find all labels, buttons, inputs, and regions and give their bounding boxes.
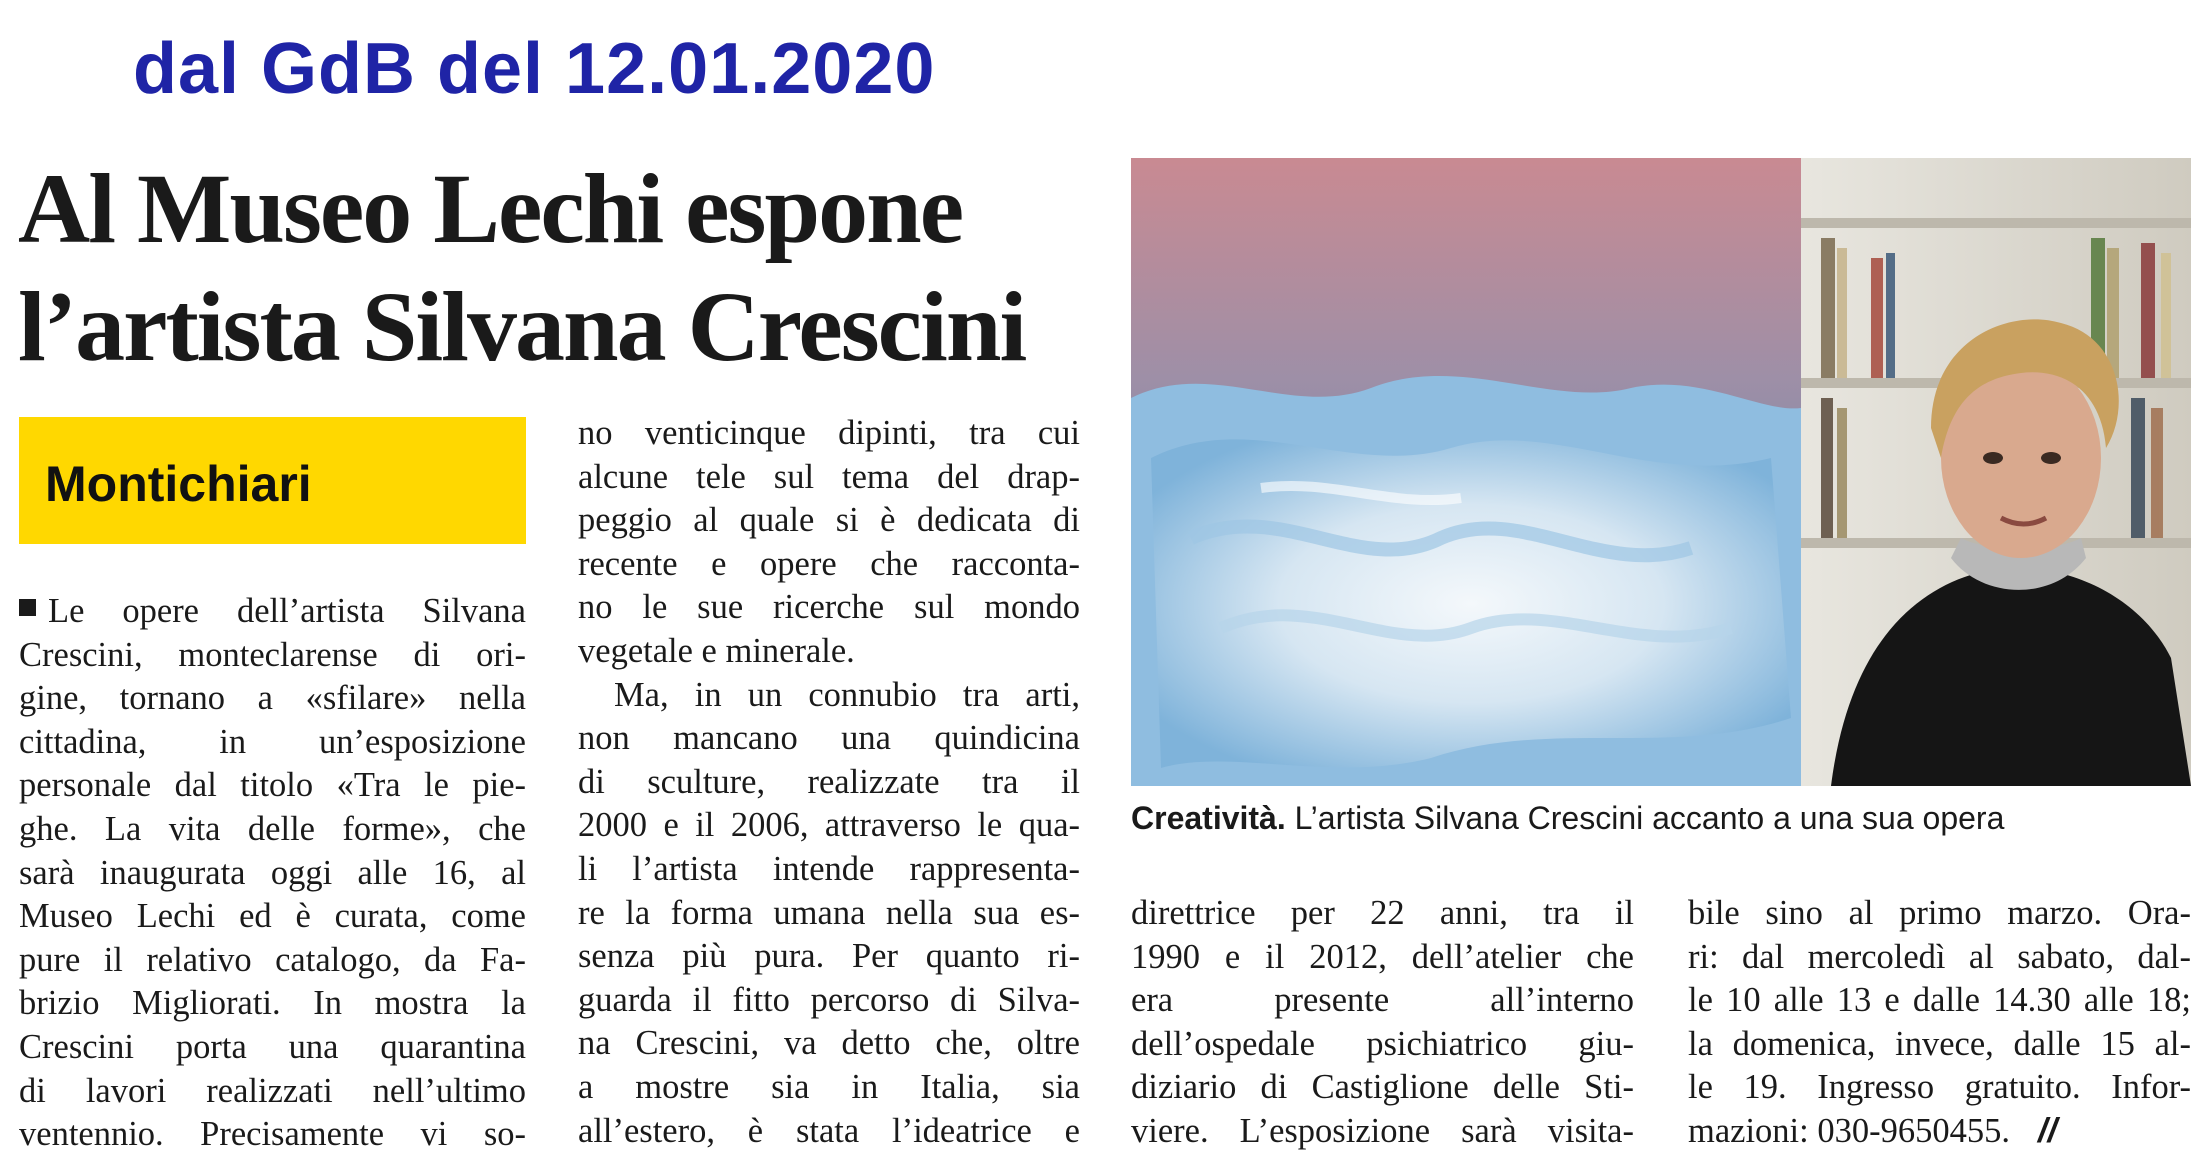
text-line: sarà inaugurata oggi alle 16, al	[19, 853, 526, 892]
text-line: 2000 e il 2006, attraverso le qua-	[578, 806, 1080, 845]
bullet-square-icon	[19, 599, 36, 616]
headline	[18, 150, 1118, 386]
text-line: li l’artista intende rappresenta-	[578, 849, 1080, 888]
text-line: all’estero, è stata l’ideatrice e	[578, 1111, 1080, 1150]
photo-artist-with-painting	[1131, 158, 2191, 786]
text-line: no le sue ricerche sul mondo	[578, 588, 1080, 627]
text-line: le 19. Ingresso gratuito. Infor-	[1688, 1068, 2191, 1107]
text-line: era presente all’interno	[1131, 981, 1634, 1020]
end-mark: //	[2038, 1112, 2058, 1150]
text-line: Museo Lechi ed è curata, come	[19, 897, 526, 936]
text-line: cittadina, in un’esposizione	[19, 722, 526, 761]
headline-line-1: Al Museo Lechi espone	[18, 153, 963, 264]
text-line: mazioni: 030-9650455.	[1688, 1111, 2010, 1150]
text-line: a mostre sia in Italia, sia	[578, 1067, 1080, 1106]
article-column-4	[1688, 892, 2191, 1154]
text-line: diziario di Castiglione delle Sti-	[1131, 1068, 1634, 1107]
headline-line-2: l’artista Silvana Crescini	[18, 271, 1026, 382]
photo-caption	[1131, 800, 2004, 837]
text-line-content: Le opere dell’artista Silvana	[48, 592, 526, 630]
text-line: recente e opere che racconta-	[578, 544, 1080, 583]
text-line: gine, tornano a «sfilare» nella	[19, 679, 526, 718]
text-line: ghe. La vita delle forme», che	[19, 809, 526, 848]
article-column-2	[578, 412, 1080, 1153]
kicker-box	[19, 417, 526, 544]
text-line: brizio Migliorati. In mostra la	[19, 984, 526, 1023]
article-column-1	[19, 590, 526, 1157]
text-line: la domenica, invece, dalle 15 al-	[1688, 1024, 2191, 1063]
text-line: na Crescini, va detto che, oltre	[578, 1024, 1080, 1063]
text-line: 1990 e il 2012, dell’atelier che	[1131, 937, 1634, 976]
text-line: senza più pura. Per quanto ri-	[578, 937, 1080, 976]
text-line: le 10 alle 13 e dalle 14.30 alle 18;	[1688, 981, 2191, 1020]
text-line: alcune tele sul tema del drap-	[578, 457, 1080, 496]
text-line: non mancano una quindicina	[578, 719, 1080, 758]
text-line: direttrice per 22 anni, tra il	[1131, 894, 1634, 932]
text-line: ri: dal mercoledì al sabato, dal-	[1688, 937, 2191, 976]
text-line: ventennio. Precisamente vi so-	[19, 1115, 526, 1154]
text-line: no venticinque dipinti, tra cui	[578, 414, 1080, 452]
text-line: Ma, in un connubio tra arti,	[614, 675, 1080, 714]
text-line: Crescini, monteclarense di ori-	[19, 635, 526, 674]
text-line	[19, 590, 526, 634]
text-line: peggio al quale si è dedicata di	[578, 501, 1080, 540]
text-line: di lavori realizzati nell’ultimo	[19, 1071, 526, 1110]
article-column-3	[1131, 892, 1634, 1154]
caption-lead: Creatività.	[1131, 800, 1286, 836]
kicker-label: Montichiari	[45, 456, 312, 512]
text-line: bile sino al primo marzo. Ora-	[1688, 894, 2191, 932]
text-line: dell’ospedale psichiatrico giu-	[1131, 1024, 1634, 1063]
text-line: vegetale e minerale.	[578, 631, 855, 670]
text-line: personale dal titolo «Tra le pie-	[19, 766, 526, 805]
text-line: viere. L’esposizione sarà visita-	[1131, 1111, 1634, 1150]
caption-text: L’artista Silvana Crescini accanto a una sua opera	[1285, 800, 2005, 836]
text-line: guarda il fitto percorso di Silva-	[578, 980, 1080, 1019]
article-photo	[1131, 158, 2191, 786]
text-line: di sculture, realizzate tra il	[578, 762, 1080, 801]
text-line: pure il relativo catalogo, da Fa-	[19, 940, 526, 979]
source-line: dal GdB del 12.01.2020	[133, 29, 936, 109]
text-line: Crescini porta una quarantina	[19, 1027, 526, 1066]
text-line: re la forma umana nella sua es-	[578, 893, 1080, 932]
